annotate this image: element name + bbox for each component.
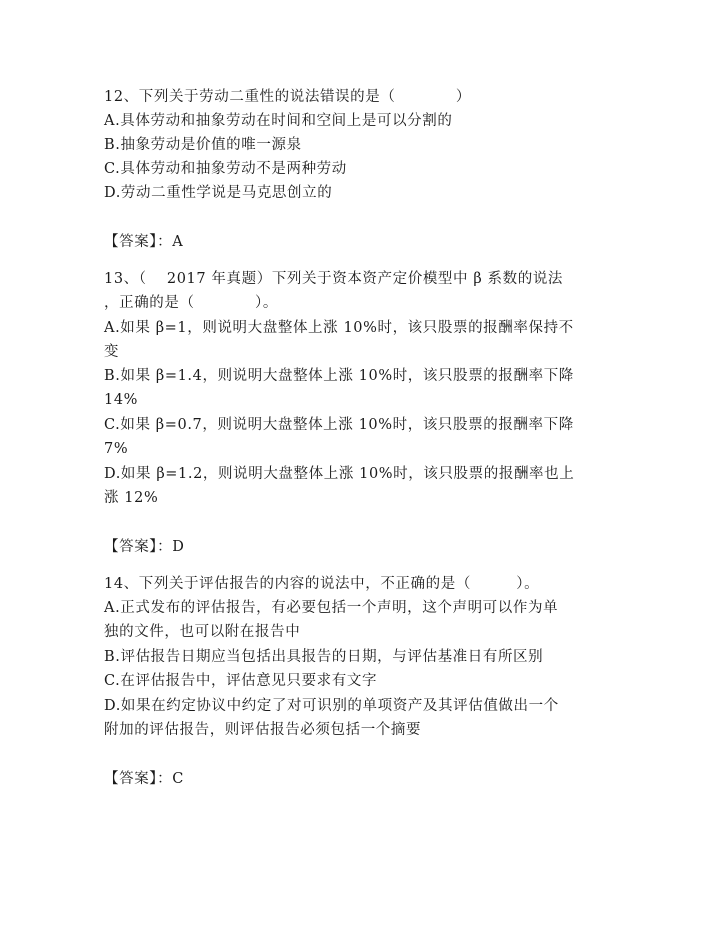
question-12-option-c: C.具体劳动和抽象劳动不是两种劳动 (104, 161, 347, 177)
question-14-stem: 14、下列关于评估报告的内容的说法中，不正确的是（ ）。 (104, 576, 540, 592)
question-12-answer: 【答案】：A (104, 234, 184, 250)
question-12-option-d: D.劳动二重性学说是马克思创立的 (104, 185, 333, 201)
question-14-option-b: B.评估报告日期应当包括出具报告的日期，与评估基准日有所区别 (104, 649, 544, 665)
question-13-option-a: A.如果 β=1，则说明大盘整体上涨 10%时，该只股票的报酬率保持不 (104, 320, 574, 336)
question-13-stem: 13、（ 2017 年真题）下列关于资本资产定价模型中 β 系数的说法 (104, 271, 564, 287)
question-12-option-b: B.抽象劳动是价值的唯一源泉 (104, 137, 302, 153)
question-14-answer: 【答案】：C (104, 771, 184, 787)
question-13-option-b: B.如果 β=1.4，则说明大盘整体上涨 10%时，该只股票的报酬率下降 (104, 368, 574, 384)
question-12-option-a: A.具体劳动和抽象劳动在时间和空间上是可以分割的 (104, 113, 453, 129)
question-14-option-d-cont: 附加的评估报告，则评估报告必须包括一个摘要 (104, 722, 422, 738)
question-14-option-a: A.正式发布的评估报告，有必要包括一个声明，这个声明可以作为单 (104, 600, 559, 616)
question-13-answer: 【答案】：D (104, 539, 185, 555)
question-14-option-c: C.在评估报告中，评估意见只要求有文字 (104, 673, 378, 689)
question-13-option-d-cont: 涨 12% (104, 490, 159, 506)
question-12-stem: 12、下列关于劳动二重性的说法错误的是（ ） (104, 89, 471, 105)
question-13-option-b-cont: 14% (104, 392, 139, 408)
question-13-option-c-cont: 7% (104, 441, 129, 457)
question-14-option-a-cont: 独的文件，也可以附在报告中 (104, 624, 301, 640)
question-13-stem-cont: ，正确的是（ ）。 (104, 295, 278, 311)
question-13-option-d: D.如果 β=1.2，则说明大盘整体上涨 10%时，该只股票的报酬率也上 (104, 466, 575, 482)
question-13-option-c: C.如果 β=0.7，则说明大盘整体上涨 10%时，该只股票的报酬率下降 (104, 417, 574, 433)
question-13-option-a-cont: 变 (104, 344, 120, 360)
question-14-option-d: D.如果在约定协议中约定了对可识别的单项资产及其评估值做出一个 (104, 698, 559, 714)
